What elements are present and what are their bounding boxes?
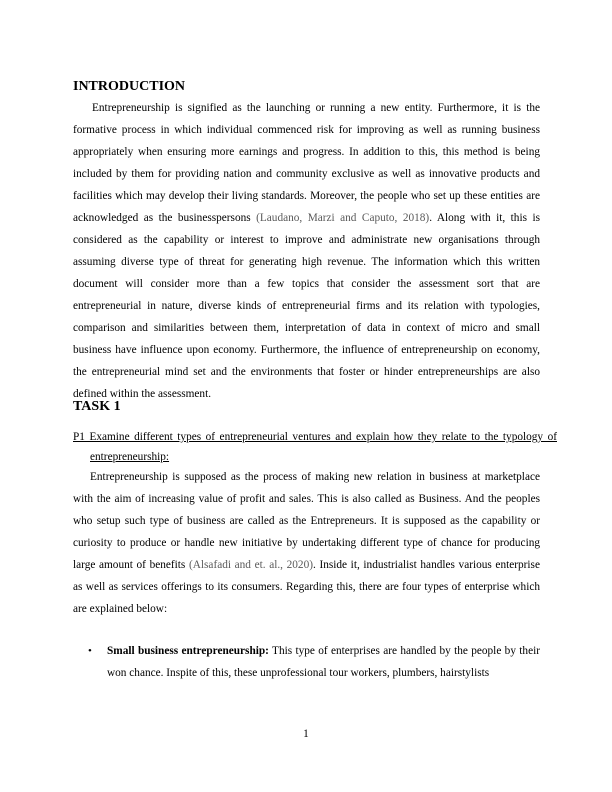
- task1-citation: (Alsafadi and et. al., 2020): [188, 559, 313, 571]
- task1-text-part1: Entrepreneurship is supposed as the process of making new relation in business at marketplace with the aim of increasing value of profit and sales. This is also called as Business. And the peoples who setup such type of business are called as the Entrepreneurs. It is supposed as the capability or curiosity to produce or handle new initiative by undertaking different type of chance for producing large amount of benefits: [73, 471, 540, 571]
- introduction-heading: INTRODUCTION: [73, 79, 186, 94]
- task1-paragraph: [73, 466, 540, 620]
- enterprise-types-list: [88, 640, 540, 684]
- bullet-icon: •: [88, 645, 92, 657]
- introduction-paragraph: [73, 97, 540, 405]
- task1-question: P1 Examine different types of entrepreneurial ventures and explain how they relate to the typology of entrepreneurship:: [73, 431, 557, 463]
- bullet-body-text: This type of enterprises are handled by the people by their won chance. Inspite of this, these unprofessional tour workers, plumbers, hairstylists: [107, 645, 540, 679]
- task1-heading: TASK 1: [73, 399, 121, 414]
- bullet-lead-text: Small business entrepreneurship:: [107, 645, 269, 657]
- task1-text-part2: . Inside it, industrialist handles various enterprise as well as services offerings to its consumers. Regarding this, there are four types of enterprise which are explained below:: [73, 559, 540, 615]
- list-item: [88, 640, 540, 684]
- page-number: 1: [303, 728, 309, 740]
- introduction-citation: (Laudano, Marzi and Caputo, 2018): [256, 212, 430, 224]
- introduction-text-part2: . Along with it, this is considered as the capability or interest to improve and administrate new organisations through assuming diverse type of threat for generating high revenue. The information which this written document will consider more than a few topics that consider the assessment sort that are entrepreneurial in nature, diverse kinds of entrepreneurial firms and its relation with typologies, comparison and similarities between them, interpretation of data in context of micro and small business have influence upon economy. Furthermore, the influence of entrepreneurship on economy, the entrepreneurial mind set and the environments that foster or hinder entrepreneurships are also defined within the assessment.: [73, 212, 540, 400]
- introduction-text-part1: Entrepreneurship is signified as the launching or running a new entity. Furthermore, it is the formative process in which individual commenced risk for improving as well as running business appropriately when ensuring more earnings and progress. In addition to this, this method is being included by them for providing nation and community exclusive as well as innovative products and facilities which may develop their living standards. Moreover, the people who set up these entities are acknowledged as the businesspersons: [73, 102, 540, 224]
